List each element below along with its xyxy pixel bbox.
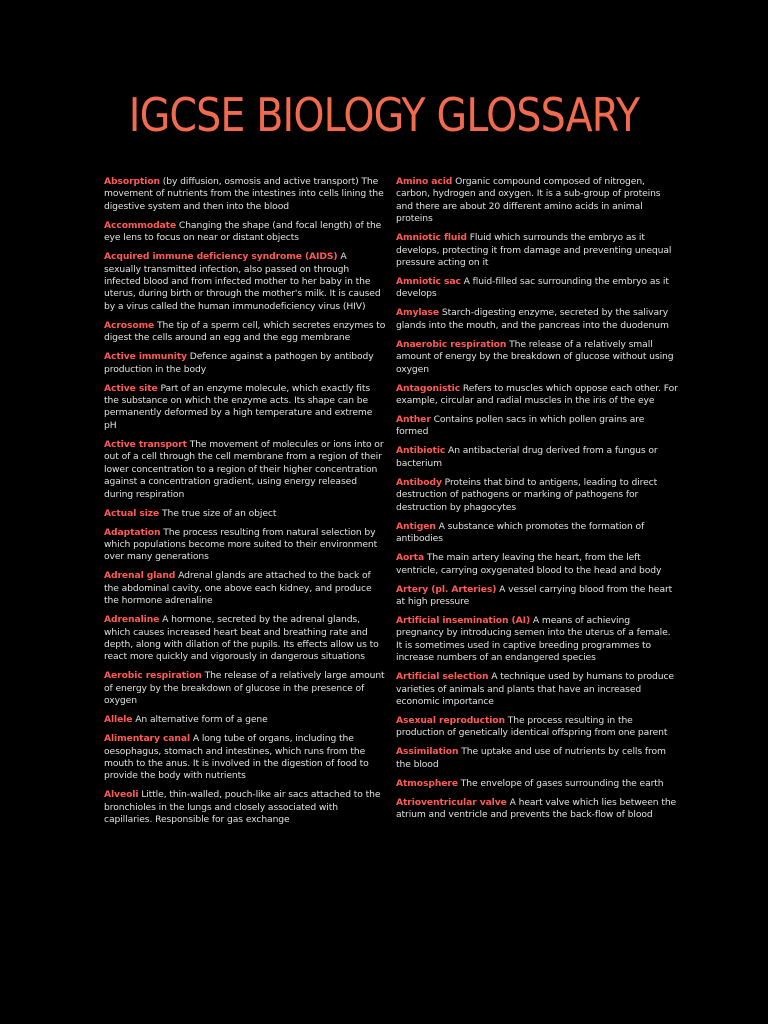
- glossary-definition: Adrenal glands are attached to the back of the abdominal cavity, one above each kidney, and produce the hormone adrenaline: [104, 570, 372, 607]
- glossary-entry: [104, 351, 386, 376]
- glossary-term: Allele: [104, 714, 133, 726]
- glossary-definition: The true size of an object: [159, 507, 277, 519]
- glossary-definition: A means of achieving pregnancy by introducing semen into the uterus of a female. It is sometimes used in captive breeding programmes to increase numbers of an endangered species: [396, 614, 671, 664]
- glossary-term: Adrenal gland: [104, 570, 176, 582]
- glossary-term: Antigen: [396, 520, 436, 532]
- glossary-entry: [104, 176, 386, 213]
- glossary-term: Adrenaline: [104, 614, 160, 626]
- glossary-definition: A fluid-filled sac surrounding the embryo as it develops: [396, 276, 669, 300]
- glossary-definition: The release of a relatively small amount of energy by the breakdown of glucose without using oxygen: [396, 338, 674, 375]
- glossary-term: Absorption: [104, 176, 160, 187]
- glossary-definition: The tip of a sperm cell, which secretes enzymes to digest the cells around an egg and the egg membrane: [104, 319, 386, 344]
- glossary-entry: [104, 220, 386, 245]
- glossary-term: Active immunity: [104, 351, 187, 363]
- glossary-entry: [396, 176, 678, 226]
- glossary-entry: [396, 797, 678, 822]
- glossary-entry: [396, 307, 678, 332]
- page-title: IGCSE BIOLOGY GLOSSARY: [128, 88, 640, 142]
- glossary-definition: Starch-digesting enzyme, secreted by the salivary glands into the mouth, and the pancreas into the duodenum: [396, 307, 669, 331]
- glossary-term: Asexual reproduction: [396, 714, 505, 726]
- glossary-term: Assimilation: [396, 746, 459, 758]
- glossary-term: Actual size: [104, 507, 160, 519]
- glossary-entry: [396, 552, 678, 577]
- glossary-entry: [104, 251, 386, 313]
- glossary-definition: An antibacterial drug derived from a fungus or bacterium: [396, 445, 658, 469]
- glossary-entry: [396, 414, 678, 439]
- glossary-definition: A substance which promotes the formation of antibodies: [396, 520, 645, 545]
- glossary-term: Amylase: [396, 307, 440, 319]
- glossary-entry: [104, 614, 386, 664]
- glossary-term: Aerobic respiration: [104, 670, 202, 682]
- glossary-term: Antagonistic: [396, 382, 461, 394]
- glossary-term: Accommodate: [104, 219, 177, 231]
- glossary-entry: [104, 508, 386, 520]
- glossary-definition: The release of a relatively large amount of energy by the breakdown of glucose in the presence of oxygen: [104, 670, 385, 707]
- glossary-term: Artery (pl. Arteries): [396, 583, 497, 595]
- glossary-definition: A long tube of organs, including the oesophagus, stomach and intestines, which runs from the mouth to the anus. It is involved in the digestion of food to provide the body with nutrients: [104, 733, 369, 782]
- glossary-entry: [104, 789, 386, 826]
- glossary-entry: [396, 232, 678, 269]
- glossary-entry: [396, 671, 678, 708]
- glossary-column-left: [104, 176, 386, 833]
- glossary-definition: A technique used by humans to produce varieties of animals and plants that have an increased economic importance: [396, 671, 674, 707]
- glossary-entry: [104, 733, 386, 783]
- glossary-definition: Part of an enzyme molecule, which exactly fits the substance on which the enzyme acts. Its shape can be permanently deformed by a high temperature and extreme pH: [104, 382, 373, 431]
- glossary-definition: (by diffusion, osmosis and active transport) The movement of nutrients from the intestines into cells lining the digestive system and then into the blood: [104, 176, 384, 212]
- glossary-term: Adaptation: [104, 526, 161, 538]
- glossary-entry: [396, 477, 678, 514]
- glossary-term: Amniotic sac: [396, 276, 461, 288]
- glossary-entry: [104, 570, 386, 607]
- glossary-definition: Little, thin-walled, pouch-like air sacs attached to the bronchioles in the lungs and closely associated with capillaries. Responsible for gas exchange: [104, 789, 381, 826]
- glossary-entry: [396, 339, 678, 376]
- glossary-definition: The main artery leaving the heart, from the left ventricle, carrying oxygenated blood to the head and body: [396, 552, 662, 576]
- glossary-term: Aorta: [396, 552, 425, 564]
- glossary-column-right: [396, 176, 678, 828]
- glossary-definition: The process resulting in the production of genetically identical offspring from one parent: [396, 714, 668, 739]
- glossary-definition: Changing the shape (and focal length) of the eye lens to focus on near or distant objects: [104, 219, 382, 244]
- glossary-definition: A sexually transmitted infection, also passed on through infected blood and from infected mother to her baby in the uterus, during birth or through the mother's milk. It is caused by a virus called the human immunodeficiency virus (HIV): [104, 251, 381, 312]
- glossary-entry: [104, 527, 386, 564]
- glossary-term: Anaerobic respiration: [396, 338, 507, 350]
- glossary-entry: [396, 615, 678, 665]
- glossary-term: Alveoli: [104, 789, 139, 801]
- glossary-entry: [104, 439, 386, 501]
- glossary-definition: The envelope of gases surrounding the earth: [457, 777, 664, 789]
- glossary-entry: [104, 670, 386, 707]
- glossary-definition: A vessel carrying blood from the heart at high pressure: [396, 583, 673, 607]
- glossary-definition: Contains pollen sacs in which pollen grains are formed: [396, 414, 645, 438]
- glossary-entry: [396, 746, 678, 771]
- glossary-definition: A heart valve which lies between the atrium and ventricle and prevents the back-flow of blood: [396, 796, 677, 821]
- glossary-entry: [396, 383, 678, 408]
- glossary-entry: [396, 715, 678, 740]
- glossary-entry: [104, 714, 386, 726]
- glossary-term: Active transport: [104, 438, 187, 450]
- glossary-term: Atmosphere: [396, 777, 458, 789]
- glossary-definition: Refers to muscles which oppose each other. For example, circular and radial muscles in the iris of the eye: [396, 382, 678, 407]
- glossary-term: Artificial insemination (AI): [396, 614, 531, 626]
- glossary-definition: The uptake and use of nutrients by cells from the blood: [396, 746, 666, 770]
- glossary-term: Antibody: [396, 476, 442, 488]
- glossary-term: Amino acid: [396, 176, 453, 187]
- glossary-term: Amniotic fluid: [396, 232, 467, 244]
- glossary-entry: [396, 276, 678, 301]
- glossary-entry: [396, 584, 678, 609]
- glossary-term: Atrioventricular valve: [396, 796, 507, 808]
- glossary-term: Artificial selection: [396, 671, 489, 683]
- glossary-definition: Organic compound composed of nitrogen, carbon, hydrogen and oxygen. It is a sub-group of proteins and there are about 20 different amino acids in animal proteins: [396, 176, 661, 225]
- glossary-definition: Proteins that bind to antigens, leading to direct destruction of pathogens or marking of pathogens for destruction by phagocytes: [396, 476, 658, 513]
- glossary-entry: [104, 383, 386, 433]
- glossary-term: Alimentary canal: [104, 733, 190, 745]
- glossary-term: Acrosome: [104, 319, 155, 331]
- glossary-definition: The process resulting from natural selection by which populations become more suited to their environment over many generations: [104, 526, 378, 563]
- glossary-definition: Fluid which surrounds the embryo as it develops, protecting it from damage and preventing unequal pressure acting on it: [396, 232, 672, 269]
- glossary-entry: [104, 320, 386, 345]
- glossary-term: Acquired immune deficiency syndrome (AIDS): [104, 251, 338, 263]
- glossary-term: Active site: [104, 382, 158, 394]
- glossary-definition: The movement of molecules or ions into or out of a cell through the cell membrane from a region of their lower concentration to a region of their higher concentration against a concentration gradient, using energy released during respiration: [104, 438, 384, 500]
- glossary-definition: An alternative form of a gene: [132, 714, 268, 726]
- glossary-entry: [396, 445, 678, 470]
- glossary-term: Anther: [396, 414, 431, 426]
- glossary-term: Antibiotic: [396, 445, 446, 457]
- glossary-definition: A hormone, secreted by the adrenal glands, which causes increased heart beat and breathing rate and depth, along with dilation of the pupils. Its effects allow us to react more quickly and vigorously in dangerous situations: [104, 614, 379, 663]
- glossary-entry: [396, 778, 678, 790]
- glossary-entry: [396, 521, 678, 546]
- glossary-definition: Defence against a pathogen by antibody production in the body: [104, 351, 374, 375]
